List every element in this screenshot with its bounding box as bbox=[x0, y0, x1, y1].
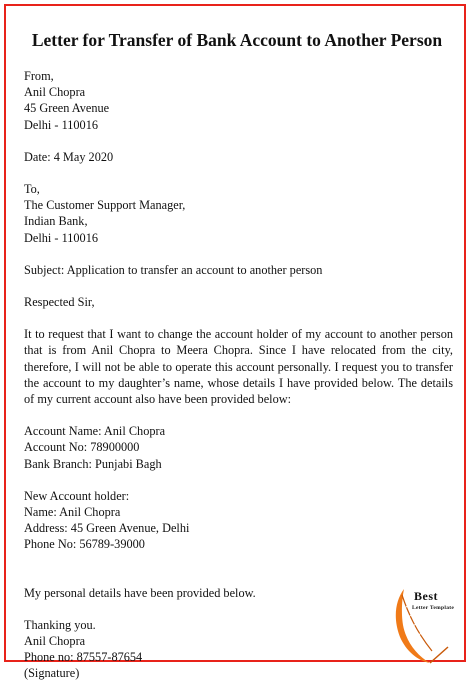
sender-address-line1: 45 Green Avenue bbox=[24, 101, 110, 116]
sender-name: Anil Chopra bbox=[24, 85, 86, 100]
letter-date: Date: 4 May 2020 bbox=[24, 149, 114, 164]
recipient-address: Delhi - 110016 bbox=[24, 230, 98, 245]
body-paragraph: It to request that I want to change the account holder of my account to another person that is from Anil Chopra to Meera Chopra. Since I have relocated from the city, therefore, I will not be able to operate this account personally. I request you to transfer the account to my daughter’s name, whose details I have provided below. The details of my current account also have been provided below: bbox=[24, 327, 453, 407]
closing-signature: (Signature) bbox=[24, 666, 80, 681]
new-account-phone: Phone No: 56789-39000 bbox=[24, 537, 145, 552]
new-account-address: Address: 45 Green Avenue, Delhi bbox=[24, 521, 190, 536]
subject-line: Subject: Application to transfer an account to another person bbox=[24, 262, 323, 277]
current-account-number: Account No: 78900000 bbox=[24, 440, 140, 455]
closing-thanks: Thanking you. bbox=[24, 617, 96, 632]
logo-wordmark: Best bbox=[414, 589, 438, 603]
current-account-name: Account Name: Anil Chopra bbox=[24, 424, 166, 439]
from-label: From, bbox=[24, 69, 54, 83]
current-account-branch: Bank Branch: Punjabi Bagh bbox=[24, 456, 162, 471]
current-account-details bbox=[24, 423, 453, 472]
logo-tagline: Letter Template bbox=[412, 605, 455, 611]
closing-phone: Phone no: 87557-87654 bbox=[24, 650, 143, 665]
sender-address-line2: Delhi - 110016 bbox=[24, 117, 98, 132]
new-account-details bbox=[24, 488, 453, 553]
recipient-title: The Customer Support Manager, bbox=[24, 198, 186, 213]
personal-details-note: My personal details have been provided below. bbox=[24, 585, 256, 600]
to-label: To, bbox=[24, 182, 40, 197]
salutation: Respected Sir, bbox=[24, 295, 95, 310]
closing-block bbox=[24, 617, 453, 682]
new-account-label: New Account holder: bbox=[24, 488, 130, 503]
brand-logo bbox=[390, 585, 466, 665]
sender-block bbox=[24, 68, 453, 133]
recipient-block bbox=[24, 181, 453, 246]
letter-body bbox=[24, 28, 453, 682]
recipient-bank: Indian Bank, bbox=[24, 214, 88, 229]
letter-title: Letter for Transfer of Bank Account to Another Person bbox=[31, 30, 443, 50]
closing-name: Anil Chopra bbox=[24, 634, 86, 649]
new-account-name: Name: Anil Chopra bbox=[24, 505, 121, 520]
